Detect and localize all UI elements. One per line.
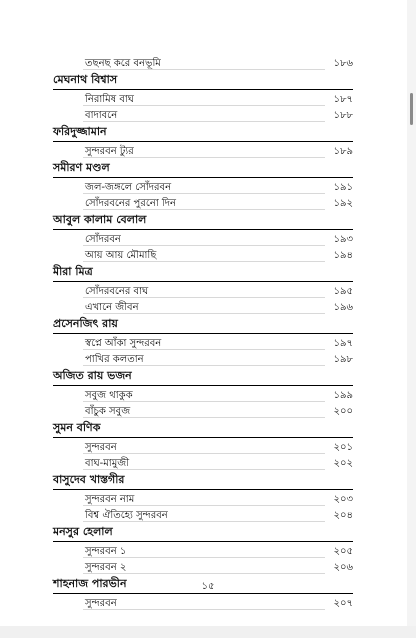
entry-title: পাখির কলতান [85,354,144,365]
toc-entry-row [53,456,353,472]
author-heading-row [53,264,353,284]
entry-underline [83,69,325,70]
entry-page-number: ১৯৩ [333,234,353,245]
entry-underline [83,193,325,194]
entry-title: বাঘ-মামুজী [85,458,130,469]
entry-page-number: ১৯৪ [333,250,353,261]
entry-title: সুন্দরবন নাম [85,494,135,505]
author-rule-divider [53,229,353,230]
toc-entry-row [53,300,353,316]
author-heading-row [53,472,353,492]
toc-entry-row [53,560,353,576]
vertical-scrollbar[interactable] [407,0,416,638]
author-rule-divider [53,489,353,490]
entry-underline [83,297,325,298]
entry-title: স্বপ্নে আঁকা সুন্দরবন [85,338,162,349]
toc-entry-row [53,404,353,420]
author-name: মেঘনাথ বিশ্বাস [53,73,118,86]
toc-entry-row [53,108,353,124]
entry-underline [83,453,325,454]
toc-entry-row [53,248,353,264]
entry-page-number: ২০৬ [333,562,353,573]
author-rule-divider [53,281,353,282]
entry-underline [83,469,325,470]
toc-entry-row [53,232,353,248]
entry-underline [83,245,325,246]
toc-entry-row [53,56,353,72]
author-rule-divider [53,89,353,90]
entry-page-number: ১৯৬ [333,302,353,313]
toc-entry-row [53,144,353,160]
entry-underline [83,313,325,314]
author-name: মনসুর হেলাল [53,525,113,538]
author-rule-divider [53,541,353,542]
entry-title: তছনছ করে বনভূমি [85,58,161,69]
entry-page-number: ১৮৮ [333,110,353,121]
author-name: মীরা মিত্র [53,265,93,278]
toc-entry-row [53,440,353,456]
author-heading-row [53,72,353,92]
entry-title: বাদাবনে [85,110,118,121]
entry-underline [83,209,325,210]
toc-entry-row [53,336,353,352]
entry-title: বাঁচুক সবুজ [85,406,131,417]
entry-underline [83,521,325,522]
entry-title: সোঁদরবন [85,234,121,245]
toc-entry-row [53,596,353,612]
table-of-contents [53,56,353,612]
entry-underline [83,609,325,610]
toc-entry-row [53,544,353,560]
author-name: আবুল কালাম বেলাল [53,213,147,226]
author-rule-divider [53,141,353,142]
entry-underline [83,557,325,558]
bottom-bar [0,626,416,638]
author-rule-divider [53,385,353,386]
entry-title: সোঁদরবনের পুরনো দিন [85,198,176,209]
toc-entry-row [53,388,353,404]
entry-underline [83,105,325,106]
entry-title: আয় আয় মৌমাছি [85,250,157,261]
toc-entry-row [53,352,353,368]
scrollbar-thumb[interactable] [410,93,413,125]
entry-page-number: ২০৭ [333,598,353,609]
entry-underline [83,365,325,366]
author-heading-row [53,420,353,440]
author-heading-row [53,212,353,232]
author-name: সুমন বণিক [53,421,101,434]
entry-page-number: ২০৫ [333,546,353,557]
entry-underline [83,573,325,574]
entry-page-number: ২০২ [333,458,353,469]
toc-entry-row [53,92,353,108]
toc-entry-row [53,508,353,524]
author-name: প্রসেনজিৎ রায় [53,317,118,330]
entry-page-number: ২০৩ [333,494,353,505]
entry-title: সুন্দরবন ১ [85,546,127,557]
author-name: অজিত রায় ভজন [53,369,132,382]
entry-page-number: ১৯১ [333,182,353,193]
toc-entry-row [53,284,353,300]
entry-page-number: ১৯৯ [333,390,353,401]
author-heading-row [53,124,353,144]
author-name: শাহনাজ পারভীন [53,577,127,590]
entry-underline [83,261,325,262]
entry-title: সবুজ থাকুক [85,390,133,401]
entry-title: এখানে জীবন [85,302,139,313]
toc-entry-row [53,180,353,196]
entry-page-number: ১৯৮ [333,354,353,365]
author-name: বাসুদেব খাস্তগীর [53,473,125,486]
entry-page-number: ১৯২ [333,198,353,209]
entry-page-number: ১৯৭ [333,338,353,349]
author-rule-divider [53,333,353,334]
entry-title: সোঁদরবনের বাঘ [85,286,149,297]
entry-page-number: ১৮৬ [333,58,353,69]
entry-underline [83,157,325,158]
author-heading-row [53,316,353,336]
toc-entry-row [53,492,353,508]
entry-title: বিশ্ব ঐতিহ্যে সুন্দরবন [85,510,168,521]
entry-title: সুন্দরবন ২ [85,562,127,573]
entry-title: জল-জঙ্গলে সোঁদরবন [85,182,172,193]
author-name: ফরিদুজ্জামান [53,125,107,138]
author-name: সমীরণ মণ্ডল [53,161,110,174]
entry-page-number: ২০৪ [333,510,353,521]
entry-page-number: ১৯৫ [333,286,353,297]
entry-underline [83,417,325,418]
entry-title: নিরামিষ বাঘ [85,94,134,105]
author-rule-divider [53,437,353,438]
entry-page-number: ১৮৯ [333,146,353,157]
toc-entry-row [53,196,353,212]
entry-title: সুন্দরবন [85,442,117,453]
entry-page-number: ১৮৭ [333,94,353,105]
entry-title: সুন্দরবন [85,598,117,609]
entry-title: সুন্দরবন ট্যুর [85,146,134,157]
footer-page-number: ১৫ [201,581,215,592]
entry-underline [83,401,325,402]
author-rule-divider [53,177,353,178]
author-heading-row [53,368,353,388]
entry-page-number: ২০০ [333,406,353,417]
entry-underline [83,121,325,122]
entry-underline [83,349,325,350]
author-heading-row [53,524,353,544]
entry-underline [83,505,325,506]
author-heading-row [53,160,353,180]
entry-page-number: ২০১ [333,442,353,453]
